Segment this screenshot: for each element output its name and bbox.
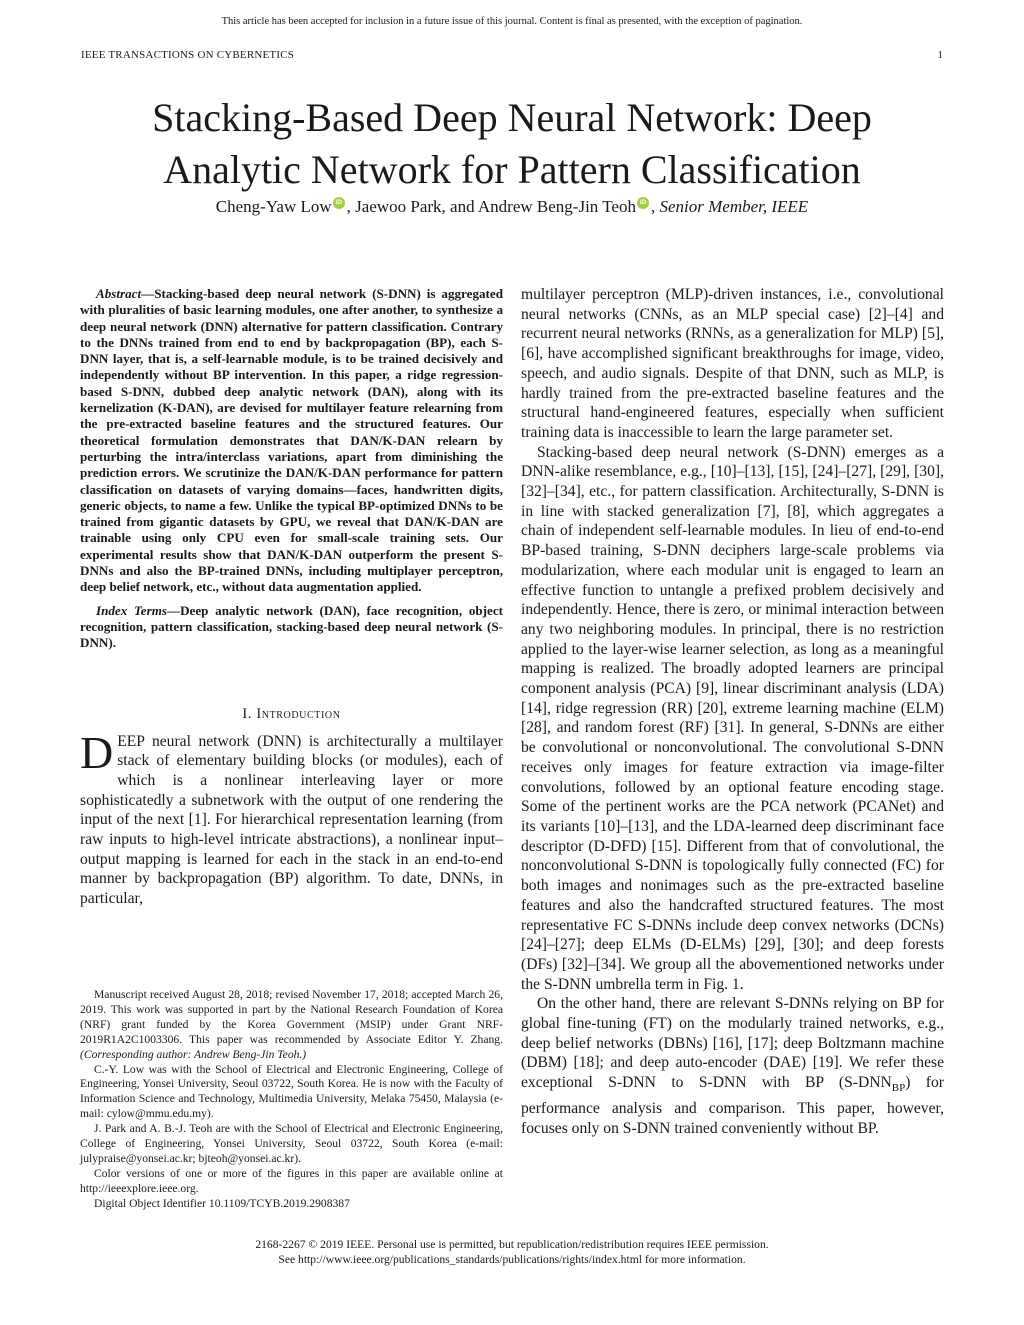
footnote-doi: Digital Object Identifier 10.1109/TCYB.2019.2908387 [94,1196,350,1210]
left-column [80,286,503,909]
section-heading [80,706,503,723]
paper-title [60,92,964,196]
author-1: Cheng-Yaw Low [215,197,332,216]
drop-cap: D [80,726,114,778]
body-paragraph-3-b: ) for performance analysis and comparison. This paper, however, focuses only on S-DNN trained conveniently without BP. [521,1074,944,1137]
footnote-manuscript [80,988,503,1063]
bp-subscript: BP [891,1082,906,1095]
abstract [80,286,503,596]
acceptance-notice: This article has been accepted for inclusion in a future issue of this journal. Content is final as presented, with the exception of pagination. [221,16,803,27]
author-2-3: , Jaewoo Park, and Andrew Beng-Jin Teoh [346,197,636,216]
index-terms-label: Index Terms [96,602,167,618]
page-number: 1 [937,49,943,61]
orcid-icon[interactable]: iD [333,197,345,209]
body-paragraph-3 [521,994,944,1138]
right-column [521,285,944,1138]
footnote-corresponding: (Corresponding author: Andrew Beng-Jin Teoh.) [80,1047,307,1061]
index-terms [80,603,503,652]
abstract-label: Abstract [96,286,142,301]
abstract-text: —Stacking-based deep neural network (S-DNN) is aggregated with pluralities of basic learning modules, one after another, to synthesize a deep neural network (DNN) alternative for pattern classification. Contrary to the DNNs trained from end to end by backpropagation (BP), each S-DNN layer, that is, a self-learnable module, is to be trained decisively and independently without BP intervention. In this paper, a ridge regression-based S-DNN, dubbed deep analytic network (DAN), along with its kernelization (K-DAN), are devised for multilayer feature relearning from the pre-extracted baseline features and the structured features. Our theoretical formulation demonstrates that DAN/K-DAN relearn by perturbing the intra/interclass variations, apart from diminishing the prediction errors. We scrutinize the DAN/K-DAN performance for pattern classification on datasets of varying domains—faces, handwritten digits, generic objects, to name a few. Unlike the typical BP-optimized DNNs to be trained from gigantic datasets by GPU, we reveal that DAN/K-DAN are trainable using only CPU even for small-scale training sets. Our experimental results show that DAN/K-DAN outperform the present S-DNNs and also the BP-trained DNNs, including multiplayer perceptron, deep belief network, etc., without data augmentation applied. [80,286,503,595]
title-line-1: Stacking-Based Deep Neural Network: Deep [152,95,872,140]
orcid-icon[interactable]: iD [637,197,649,209]
intro-text: EEP neural network (DNN) is architecturally a multilayer stack of elementary building blocks (or modules), each of which is a nonlinear interleaving layer or more sophisticatedly a subnetwork with the output of one rendering the input of the next [1]. For hierarchical representation learning (from raw inputs to high-level intricate abstractions), a nonlinear input–output mapping is learned for each in the stack in an end-to-end manner by backpropagation (BP) algorithm. To date, DNNs, in particular, [80,732,503,908]
footnote-manuscript-text: Manuscript received August 28, 2018; revised November 17, 2018; accepted March 26, 2019. This work was supported in part by the National Research Foundation of Korea (NRF) grant funded by the Korea Government (MSIP) under Grant NRF-2019R1A2C1003306. This paper was recommended by Associate Editor Y. Zhang. [80,988,503,1046]
title-line-2: Analytic Network for Pattern Classification [163,147,861,192]
copyright-line-1: 2168-2267 © 2019 IEEE. Personal use is permitted, but republication/redistribution requires IEEE permission. [255,1238,769,1251]
footnote-color: Color versions of one or more of the figures in this paper are available online at http://ieeexplore.ieee.org. [80,1166,503,1195]
section-title: Introduction [256,705,341,722]
author-line [40,197,984,217]
journal-running-head: IEEE TRANSACTIONS ON CYBERNETICS [81,49,295,61]
footnote-low: C.-Y. Low was with the School of Electrical and Electronic Engineering, College of Engineering, Yonsei University, Seoul 03722, South Korea. He is now with the Faculty of Information Science and Technology, Multimedia University, Melaka 75450, Malaysia (e-mail: cylow@mmu.edu.my). [80,1062,503,1121]
author-membership: , Senior Member, IEEE [650,197,809,216]
copyright-line-2: See http://www.ieee.org/publications_standards/publications/rights/index.html for more information. [278,1252,746,1266]
footnote-park-teoh: J. Park and A. B.-J. Teoh are with the School of Electrical and Electronic Engineering, College of Engineering, Yonsei University, Seoul 03722, South Korea (e-mail: julypraise@yonsei.ac.kr; bjteoh@yonsei.ac.kr). [80,1122,503,1165]
body-paragraph-1: multilayer perceptron (MLP)-driven instances, i.e., convolutional neural networks (CNNs, as an MLP special case) [2]–[4] and recurrent neural networks (RNNs, as a generalization for MLP) [5], [6], have accomplished significant breakthroughs for image, video, speech, and audio signals. Despite of that DNN, such as MLP, is hardly trained from the pre-extracted baseline features and the structural hand-engineered features, especially when sufficient training data is inaccessible to learn the large parameter set. [521,286,944,441]
body-paragraph-2: Stacking-based deep neural network (S-DNN) emerges as a DNN-alike resemblance, e.g., [10]–[13], [15], [24]–[27], [29], [30], [32]–[34], etc., for pattern classification. Architecturally, S-DNN is in line with stacked generalization [7], [8], which aggregates a chain of independent self-learnable modules. In lieu of end-to-end BP-based training, S-DNN deciphers large-scale problems via modularization, where each modular unit is engaged to learn an effective function to untangle a prefixed problem decisively and independently. Hence, there is zero, or minimal interaction between any two neighboring modules. In principal, there is no restriction applied to the layer-wise learner selection, as long as a meaningful mapping is realized. The broadly adopted learners are principal component analysis (PCA) [9], linear discriminant analysis (LDA) [14], ridge regression (RR) [20], extreme learning machine (ELM) [28], and random forest (RF) [31]. In general, S-DNNs are either be convolutional or nonconvolutional. The convolutional S-DNN receives only images for feature extraction via image-filter convolutions, followed by an optional feature encoding stage. Some of the pertinent works are the PCA network (PCANet) and its variants [10]–[13], and the LDA-learned deep discriminant face descriptor (D-DFD) [15]. Different from that of convolutional, the nonconvolutional S-DNN is topologically fully connected (FC) for both images and nonimages such as the pre-extracted baseline features and also the handcrafted structured features. The most representative FC S-DNNs include deep convex networks (DCNs) [24]–[27]; deep ELMs (D-ELMs) [29], [30]; and deep forests (DFs) [32]–[34]. We group all the abovementioned networks under the S-DNN umbrella term in Fig. 1. [521,443,944,993]
body-paragraph-3-a: On the other hand, there are relevant S-DNNs relying on BP for global fine-tuning (FT) on the modularly trained networks, e.g., deep belief networks (DBNs) [16], [17]; deep Boltzmann machine (DBM) [18]; and deep auto-encoder (DAE) [19]. We refer these exceptional S-DNN to S-DNN with BP (S-DNN [521,995,944,1092]
intro-paragraph [80,726,503,909]
footnotes [80,988,503,1212]
section-number: I. [242,705,253,722]
copyright-notice [0,1238,1024,1267]
index-terms-text: —Deep analytic network (DAN), face recognition, object recognition, pattern classification, stacking-based deep neural network (S-DNN). [80,602,503,651]
